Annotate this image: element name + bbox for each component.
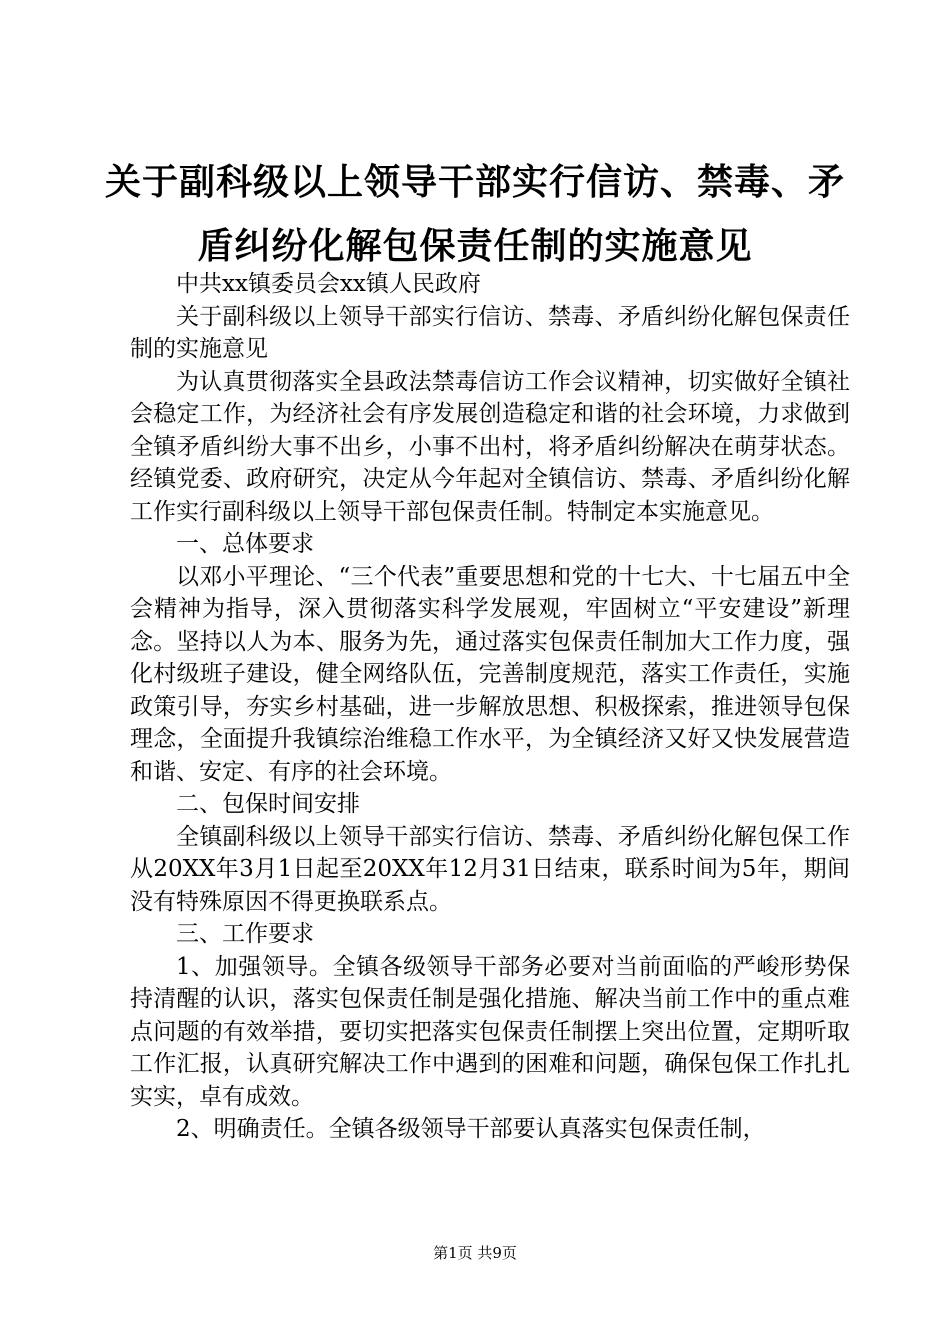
section-paragraph-1: 以邓小平理论、“三个代表”重要思想和党的十七大、十七届五中全会精神为指导，深入贯彻落实科学发展观，牢固树立“平安建设”新理念。坚持以人为本、服务为先，通过落实包保责任制加大工作力度，强化村级班子建设，健全网络队伍，完善制度规范，落实工作责任，实施政策引导，夯实乡村基础，进一步解放思想、积极探索，推进领导包保理念，全面提升我镇综治维稳工作水平，为全镇经济又好又快发展营造和谐、安定、有序的社会环境。 [130,563,850,785]
requirement-paragraph-2: 2、明确责任。全镇各级领导干部要认真落实包保责任制， [176,1116,766,1142]
page-number-footer: 第1页 共9页 [433,1244,517,1262]
section-paragraph-2: 全镇副科级以上领导干部实行信访、禁毒、矛盾纠纷化解包保工作从20XX年3月1日起至20XX年12月31日结束，联系时间为5年，期间没有特殊原因不得更换联系点。 [130,823,850,915]
section-heading-2: 二、包保时间安排 [176,791,360,817]
section-heading-3: 三、工作要求 [176,921,314,947]
issuer-line: 中共xx镇委员会xx镇人民政府 [176,271,481,297]
intro-paragraph: 为认真贯彻落实全县政法禁毒信访工作会议精神，切实做好全镇社会稳定工作，为经济社会有序发展创造稳定和谐的社会环境，力求做到全镇矛盾纠纷大事不出乡，小事不出村，将矛盾纠纷解决在萌芽状态。经镇党委、政府研究，决定从今年起对全镇信访、禁毒、矛盾纠纷化解工作实行副科级以上领导干部包保责任制。特制定本实施意见。 [130,368,850,525]
document-title: 关于副科级以上领导干部实行信访、禁毒、矛盾纠纷化解包保责任制的实施意见 [104,161,845,267]
subtitle-paragraph: 关于副科级以上领导干部实行信访、禁毒、矛盾纠纷化解包保责任制的实施意见 [130,303,850,362]
document-body [130,268,850,1146]
requirement-paragraph-1: 1、加强领导。全镇各级领导干部务必要对当前面临的严峻形势保持清醒的认识，落实包保责任制是强化措施、解决当前工作中的重点难点问题的有效举措，要切实把落实包保责任制摆上突出位置，定期听取工作汇报，认真研究解决工作中遇到的困难和问题，确保包保工作扎扎实实，卓有成效。 [130,953,850,1110]
section-heading-1: 一、总体要求 [176,531,314,557]
